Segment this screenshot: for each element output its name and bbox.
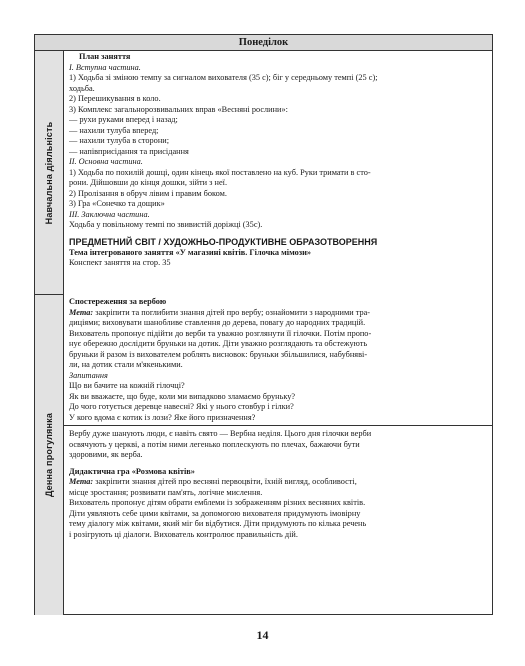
plan-line: 3) Гра «Сонечко та дощик» (69, 199, 165, 208)
paragraph-line: і розігрують ці діалоги. Вихователь контролює правильність дій. (69, 529, 298, 539)
observation-title: Спостереження за вербою (69, 297, 167, 306)
part-1-title: I. Вступна частина. (69, 62, 141, 72)
question: У кого вдома є котик із лози? Яке його призначення? (69, 412, 256, 422)
paragraph-line: бруньки й разом із вихователем роблять висновок: бруньки збільшилися, набубняві- (69, 349, 368, 359)
section-label-walk: Денна прогулянка (44, 412, 54, 498)
schedule-table (34, 34, 493, 615)
lesson-topic: Тема інтегрованого заняття «У магазині квітів. Гілочка мімози» (69, 247, 312, 257)
paragraph-line: Вихователь пропонує дітям обрати емблеми із зображенням різних весняних квітів. (69, 498, 366, 507)
paragraph-line: ли, на дотик стали м'якенькими. (69, 360, 183, 369)
question: Як ви вважаєте, що буде, коли ми випадково зламаємо бруньку? (69, 391, 296, 401)
plan-line: 1) Ходьба по похилій дошці, один кінець якої поставлено на куб. Руки тримати в сто- (69, 167, 371, 177)
paragraph-line: Вихователь пропонує підійти до верби та уважно розглянути її гілочки. Потім пропо- (69, 328, 372, 338)
part-2-title: II. Основна частина. (69, 157, 143, 166)
plan-line: — напівприсідання та присідання (69, 146, 189, 156)
game-title: Дидактична гра «Розмова квітів» (69, 466, 195, 476)
page-number: 14 (256, 628, 269, 642)
question: Що ви бачите на кожній гілочці? (69, 381, 185, 390)
goal-label: Мета: (69, 307, 94, 317)
plan-line: — нахили тулуба в сторони; (69, 136, 170, 145)
question: До чого готується деревце навесні? Які у нього стовбур і гілки? (69, 402, 294, 411)
paragraph-line: освячують у церкві, а потім ними легенько поплескують по плечах, бажаючи бути (69, 439, 360, 449)
goal-text: закріпити та поглибити знання дітей про вербу; ознайомити з народними тра- (93, 307, 371, 317)
plan-line: рони. Дійшовши до кінця дошки, зійти з неї. (69, 178, 228, 187)
morning-content (69, 52, 487, 269)
plan-line: — нахили тулуба вперед; (69, 125, 159, 135)
walk-content (69, 297, 487, 540)
day-header: Понеділок (35, 35, 492, 51)
section-label-morning: Навчальна діяльність (44, 121, 54, 224)
plan-title: План заняття (79, 52, 131, 61)
paragraph-line: нує обережно дослідити бруньки на дотик. Діти уважно розглядають та обстежують (69, 339, 368, 348)
paragraph-line: здоровими, як верба. (69, 450, 143, 459)
paragraph-line: Діти уявляють себе цими квітами, за допомогою вихователя придумують імовірну (69, 508, 361, 518)
paragraph-line: Вербу дуже шанують люди, є навіть свято — Вербна неділя. Цього дня гілочки верби (69, 429, 372, 438)
part-3-title: III. Заключна частина. (69, 209, 150, 219)
plan-line: Ходьба у повільному темпі по звивистій доріжці (35с). (69, 220, 263, 229)
plan-line: 2) Пролізання в обруч лівим і правим боком. (69, 188, 227, 198)
plan-line: 2) Перешикування в коло. (69, 94, 161, 103)
plan-line: 3) Комплекс загальнорозвивальних вправ «Весняні рослини»: (69, 104, 288, 114)
plan-line: ходьба. (69, 83, 95, 93)
plan-line: 1) Ходьба зі зміною темпу за сигналом вихователя (35 с); біг у середньому темпі (25 с); (69, 73, 378, 82)
side-label-cell-morning (35, 51, 64, 295)
goal-text: диціями; виховувати шанобливе ставлення до дерева, повагу до народних традицій. (69, 318, 366, 327)
goal-label: Мета: (69, 477, 94, 486)
questions-title: Запитання (69, 370, 108, 380)
side-label-cell-walk (35, 295, 64, 615)
goal-text: закріпити знання дітей про весняні первоцвіти, їхній вигляд, особливості, (93, 477, 357, 486)
synopsis-reference: Конспект заняття на стор. 35 (69, 258, 171, 267)
subject-heading: ПРЕДМЕТНИЙ СВІТ / ХУДОЖНЬО-ПРОДУКТИВНЕ ОБРАЗОТВОРЕННЯ (69, 236, 378, 247)
row-divider (64, 425, 492, 426)
goal-text: місце зростання; розвивати пам'ять, логічне мислення. (69, 487, 263, 497)
paragraph-line: тему діалогу між квітами, який міг би відбутися. Діти придумують по кілька речень (69, 519, 367, 528)
plan-line: — рухи руками вперед і назад; (69, 115, 178, 124)
